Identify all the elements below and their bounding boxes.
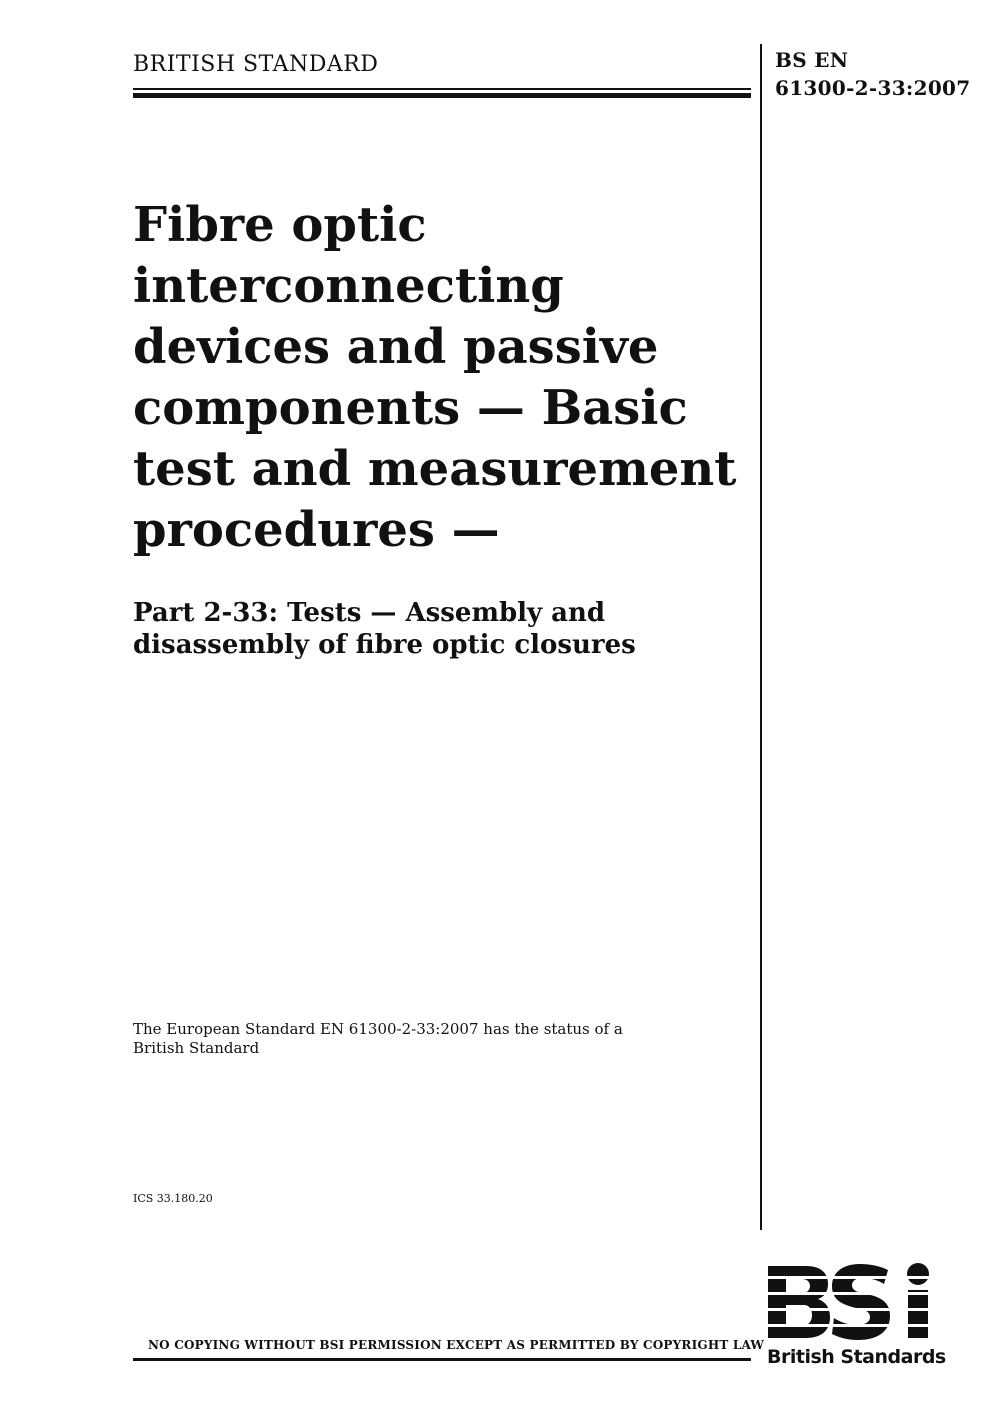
title-line: test and measurement [133, 441, 737, 497]
title-line: Fibre optic [133, 197, 427, 253]
ics-code: ICS 33.180.20 [133, 1192, 213, 1205]
title-line: devices and passive [133, 319, 659, 375]
status-note-line: British Standard [133, 1039, 260, 1057]
document-number-line-1: BS EN [775, 48, 849, 72]
title-line: interconnecting [133, 258, 564, 314]
document-number-line-2: 61300-2-33:2007 [775, 76, 971, 100]
vertical-divider [760, 44, 762, 1230]
header-label: BRITISH STANDARD [133, 52, 379, 77]
document-subtitle [133, 597, 733, 661]
status-note [133, 1020, 623, 1058]
title-line: components — Basic [133, 380, 688, 436]
status-note-line: The European Standard EN 61300-2-33:2007 has the status of a [133, 1020, 623, 1038]
footer-rule [133, 1358, 751, 1361]
bsi-tagline: British Standards [767, 1346, 946, 1368]
header-rule [133, 88, 751, 98]
copyright-notice: NO COPYING WITHOUT BSI PERMISSION EXCEPT AS PERMITTED BY COPYRIGHT LAW [148, 1338, 765, 1352]
title-line: procedures — [133, 502, 500, 558]
subtitle-line: disassembly of fibre optic closures [133, 630, 636, 660]
document-title [133, 195, 737, 561]
document-number [775, 46, 970, 102]
subtitle-line: Part 2-33: Tests — Assembly and [133, 598, 606, 628]
